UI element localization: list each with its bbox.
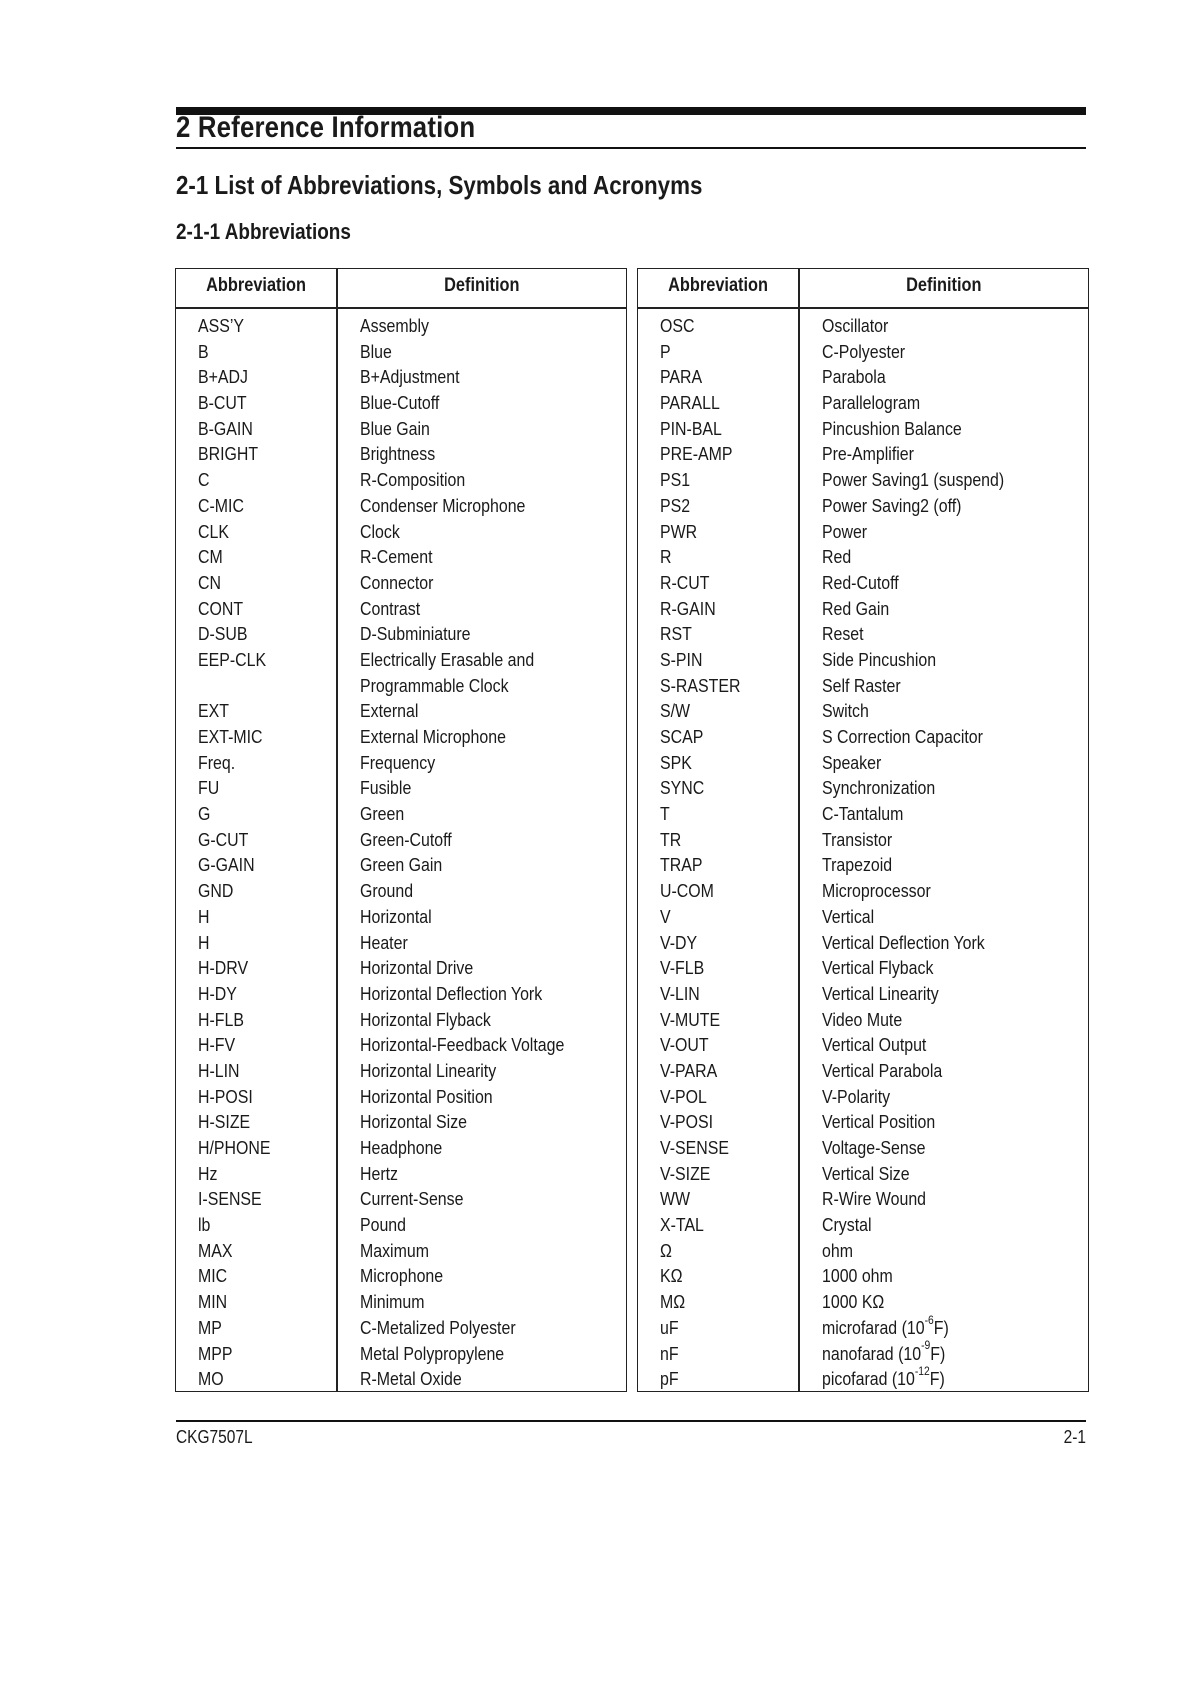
abbreviation-cell: SPK (660, 751, 692, 773)
definition-cell: Speaker (822, 751, 882, 773)
abbreviation-cell: H-DRV (198, 957, 249, 979)
table-rows (176, 313, 626, 1392)
table-row (638, 1238, 1088, 1264)
table-row (176, 698, 626, 724)
abbreviation-cell: MP (198, 1316, 222, 1338)
table-row (176, 570, 626, 596)
table-row (638, 493, 1088, 519)
definition-cell: Headphone (360, 1137, 443, 1158)
exponent: -6 (924, 1312, 934, 1327)
definition-cell: Green (360, 803, 405, 825)
abbreviation-cell: EXT-MIC (198, 726, 263, 747)
table-row (638, 750, 1088, 776)
table-row (638, 390, 1088, 416)
column-header-definition: Definition (443, 275, 520, 296)
definition-cell: Pincushion Balance (822, 417, 962, 439)
table-row (176, 467, 626, 493)
table-row (176, 904, 626, 930)
abbreviation-table-left (175, 268, 627, 1392)
abbreviation-cell: G-CUT (198, 828, 249, 850)
table-row (638, 441, 1088, 467)
abbreviation-cell: V-POL (660, 1085, 707, 1107)
definition-cell (822, 1338, 946, 1367)
table-row (638, 775, 1088, 801)
table-row (176, 801, 626, 827)
abbreviation-cell: V-POSI (660, 1111, 714, 1133)
definition-cell: Pre-Amplifier (822, 443, 914, 465)
definition-cell: Fusible (360, 777, 412, 799)
table-row (176, 1289, 626, 1315)
abbreviation-cell: Freq. (198, 751, 236, 773)
abbreviation-cell: MΩ (660, 1291, 686, 1313)
definition-cell: Side Pincushion (822, 648, 937, 670)
abbreviation-cell: PARA (660, 366, 703, 388)
abbreviation-cell: C-MIC (198, 494, 244, 516)
table-row (638, 1366, 1088, 1392)
abbreviation-cell: V-SENSE (660, 1137, 729, 1158)
table-row (176, 544, 626, 570)
definition-text: picofarad (10 (822, 1368, 915, 1390)
abbreviation-cell: R-GAIN (660, 597, 716, 619)
table-row (176, 1212, 626, 1238)
table-row (176, 1315, 626, 1341)
abbreviation-cell: H (198, 931, 210, 953)
definition-cell: Hertz (360, 1162, 399, 1184)
abbreviation-cell: G (198, 803, 211, 825)
exponent: -12 (914, 1364, 930, 1379)
abbreviation-cell: H (198, 905, 210, 927)
abbreviation-cell: MO (198, 1368, 224, 1390)
abbreviation-cell: X-TAL (660, 1214, 704, 1236)
table-row (176, 390, 626, 416)
table-row (638, 930, 1088, 956)
abbreviation-cell: WW (660, 1188, 691, 1210)
table-row (176, 1032, 626, 1058)
abbreviation-cell: B-GAIN (198, 417, 253, 439)
definition-cell: Electrically Erasable and (360, 648, 535, 670)
definition-cell: Vertical Position (822, 1111, 936, 1133)
table-row (638, 878, 1088, 904)
abbreviation-cell: PWR (660, 520, 698, 542)
abbreviation-cell: S/W (660, 700, 691, 722)
abbreviation-cell: SCAP (660, 726, 704, 747)
definition-suffix: F) (930, 1342, 946, 1364)
subsection-title: 2-1-1 Abbreviations (176, 219, 351, 244)
definition-cell: R-Cement (360, 546, 433, 568)
definition-cell: Green-Cutoff (360, 828, 452, 850)
definition-cell: Vertical Parabola (822, 1059, 943, 1081)
abbreviation-cell: C (198, 469, 210, 491)
abbreviation-cell: CLK (198, 520, 229, 542)
definition-cell: Horizontal Drive (360, 957, 474, 979)
table-row (638, 1338, 1088, 1367)
abbreviation-cell: uF (660, 1316, 679, 1338)
table-row (176, 852, 626, 878)
chapter-title: 2 Reference Information (176, 111, 476, 144)
definition-cell: ohm (822, 1239, 853, 1261)
definition-cell: Vertical Linearity (822, 982, 939, 1004)
table-row (638, 827, 1088, 853)
definition-cell: Red-Cutoff (822, 571, 899, 593)
definition-cell: Vertical Deflection York (822, 931, 985, 953)
abbreviation-cell: Hz (198, 1162, 218, 1184)
definition-cell: B+Adjustment (360, 366, 460, 388)
definition-cell: Transistor (822, 828, 893, 850)
abbreviation-cell: H-LIN (198, 1059, 240, 1081)
abbreviation-cell: SYNC (660, 777, 705, 799)
table-row (176, 750, 626, 776)
definition-cell: R-Metal Oxide (360, 1368, 462, 1390)
definition-text: microfarad (10 (822, 1316, 925, 1338)
table-row (638, 570, 1088, 596)
definition-cell: Oscillator (822, 315, 889, 336)
abbreviation-cell: B+ADJ (198, 366, 248, 388)
table-row (638, 364, 1088, 390)
definition-cell: Switch (822, 700, 869, 722)
definition-cell: D-Subminiature (360, 623, 471, 645)
abbreviation-cell: PS1 (660, 469, 691, 491)
table-row (638, 1186, 1088, 1212)
abbreviation-cell: V-MUTE (660, 1008, 721, 1030)
header-divider (638, 307, 1088, 309)
definition-cell: Trapezoid (822, 854, 893, 876)
definition-cell: R-Wire Wound (822, 1188, 927, 1210)
table-row (638, 981, 1088, 1007)
definition-cell: Video Mute (822, 1008, 903, 1030)
abbreviation-cell: D-SUB (198, 623, 248, 645)
abbreviation-cell: H/PHONE (198, 1137, 271, 1158)
table-row (176, 673, 626, 699)
abbreviation-cell: BRIGHT (198, 443, 259, 465)
abbreviation-table-right (637, 268, 1089, 1392)
abbreviation-cell: ASS’Y (198, 315, 244, 336)
table-row (638, 1032, 1088, 1058)
definition-cell: Parabola (822, 366, 886, 388)
table-row (638, 1212, 1088, 1238)
table-row (176, 1109, 626, 1135)
table-row (638, 1084, 1088, 1110)
table-row (176, 1263, 626, 1289)
definition-cell: Horizontal (360, 905, 432, 927)
definition-cell: Blue Gain (360, 417, 430, 439)
abbreviation-cell: KΩ (660, 1265, 683, 1287)
abbreviation-cell: G-GAIN (198, 854, 255, 876)
definition-cell: Contrast (360, 597, 421, 619)
definition-cell: Vertical Flyback (822, 957, 934, 979)
abbreviation-cell: PS2 (660, 494, 691, 516)
table-row (638, 904, 1088, 930)
table-row (638, 1312, 1088, 1341)
abbreviation-cell: MIN (198, 1291, 228, 1313)
table-row (638, 519, 1088, 545)
abbreviation-cell: P (660, 340, 671, 362)
abbreviation-cell: EEP-CLK (198, 648, 267, 670)
definition-cell: Clock (360, 520, 400, 542)
definition-cell: Brightness (360, 443, 436, 465)
table-row (638, 955, 1088, 981)
table-row (638, 647, 1088, 673)
definition-cell: Self Raster (822, 674, 901, 696)
title-rule (176, 147, 1086, 149)
definition-cell: External (360, 700, 419, 722)
table-row (638, 416, 1088, 442)
column-header-definition: Definition (905, 275, 982, 296)
definition-cell: Horizontal-Feedback Voltage (360, 1034, 565, 1056)
abbreviation-cell: V-OUT (660, 1034, 709, 1056)
definition-cell: Horizontal Size (360, 1111, 468, 1133)
definition-cell: Power Saving1 (suspend) (822, 469, 1005, 491)
table-row (638, 673, 1088, 699)
table-row (638, 698, 1088, 724)
definition-cell: Current-Sense (360, 1188, 464, 1210)
abbreviation-cell: V (660, 905, 671, 927)
abbreviation-cell: lb (198, 1214, 211, 1236)
table-row (176, 930, 626, 956)
abbreviation-cell: nF (660, 1342, 679, 1364)
abbreviation-cell: V-SIZE (660, 1162, 711, 1184)
table-row (176, 493, 626, 519)
abbreviation-cell: H-SIZE (198, 1111, 251, 1133)
abbreviation-cell: PIN-BAL (660, 417, 722, 439)
table-row (176, 339, 626, 365)
table-row (176, 1007, 626, 1033)
definition-cell: Maximum (360, 1239, 429, 1261)
definition-suffix: F) (933, 1316, 949, 1338)
table-row (176, 1084, 626, 1110)
definition-cell: Horizontal Linearity (360, 1059, 497, 1081)
table-row (638, 596, 1088, 622)
abbreviation-cell: V-LIN (660, 982, 700, 1004)
table-row (638, 1161, 1088, 1187)
table-row (176, 1186, 626, 1212)
table-row (176, 364, 626, 390)
definition-cell: Assembly (360, 315, 429, 336)
abbreviation-cell: S-PIN (660, 648, 703, 670)
abbreviation-cell: RST (660, 623, 692, 645)
abbreviation-cell: B-CUT (198, 392, 247, 414)
table-row (176, 1161, 626, 1187)
definition-cell: Power Saving2 (off) (822, 494, 962, 516)
abbreviation-cell: V-FLB (660, 957, 705, 979)
table-row (638, 467, 1088, 493)
definition-cell (822, 1312, 949, 1341)
table-row (176, 724, 626, 750)
abbreviation-cell: S-RASTER (660, 674, 741, 696)
table-row (176, 1341, 626, 1367)
table-row (176, 878, 626, 904)
exponent: -9 (921, 1338, 931, 1353)
abbreviation-cell: CONT (198, 597, 244, 619)
definition-cell: Blue-Cutoff (360, 392, 440, 414)
definition-cell: Connector (360, 571, 434, 593)
definition-cell: Parallelogram (822, 392, 921, 414)
section-title: 2-1 List of Abbreviations, Symbols and Acronyms (176, 170, 703, 200)
definition-cell: Programmable Clock (360, 674, 509, 696)
definition-cell: Pound (360, 1214, 407, 1236)
definition-cell: Voltage-Sense (822, 1137, 926, 1158)
definition-cell: Vertical Output (822, 1034, 927, 1056)
table-row (176, 416, 626, 442)
definition-cell: C-Metalized Polyester (360, 1316, 516, 1338)
footer-model: CKG7507L (176, 1427, 253, 1447)
definition-cell: Microphone (360, 1265, 444, 1287)
definition-cell (822, 1366, 945, 1392)
abbreviation-cell: R-CUT (660, 571, 710, 593)
abbreviation-cell: TRAP (660, 854, 703, 876)
table-row (638, 724, 1088, 750)
table-row (638, 1058, 1088, 1084)
definition-cell: Ground (360, 880, 414, 902)
column-header-abbreviation: Abbreviation (668, 275, 768, 296)
abbreviation-cell: OSC (660, 315, 695, 336)
definition-cell: Condenser Microphone (360, 494, 526, 516)
table-row (638, 313, 1088, 339)
abbreviation-cell: I-SENSE (198, 1188, 262, 1210)
table-row (176, 981, 626, 1007)
abbreviation-cell: MPP (198, 1342, 233, 1364)
definition-cell: Metal Polypropylene (360, 1342, 505, 1364)
table-row (176, 1366, 626, 1392)
definition-cell: Green Gain (360, 854, 443, 876)
table-row (176, 1135, 626, 1161)
definition-cell: Horizontal Position (360, 1085, 493, 1107)
table-row (638, 621, 1088, 647)
definition-cell: V-Polarity (822, 1085, 891, 1107)
abbreviation-cell: CN (198, 571, 221, 593)
abbreviation-cell: MAX (198, 1239, 233, 1261)
table-row (638, 1263, 1088, 1289)
definition-cell: Frequency (360, 751, 436, 773)
abbreviation-cell: Ω (660, 1239, 672, 1261)
definition-cell: Horizontal Flyback (360, 1008, 491, 1030)
definition-cell: Blue (360, 340, 392, 362)
definition-cell: R-Composition (360, 469, 466, 491)
table-row (176, 775, 626, 801)
abbreviation-cell: H-DY (198, 982, 237, 1004)
table-row (176, 1238, 626, 1264)
definition-cell: Horizontal Deflection York (360, 982, 543, 1004)
table-row (176, 519, 626, 545)
abbreviation-cell: PARALL (660, 392, 720, 414)
abbreviation-cell: FU (198, 777, 220, 799)
definition-text: nanofarad (10 (822, 1342, 922, 1364)
table-row (638, 1135, 1088, 1161)
table-row (638, 1109, 1088, 1135)
abbreviation-cell: EXT (198, 700, 229, 722)
definition-cell: Vertical (822, 905, 875, 927)
table-row (176, 596, 626, 622)
table-row (176, 647, 626, 673)
footer-page-number: 2-1 (1063, 1427, 1086, 1447)
definition-cell: C-Polyester (822, 340, 906, 362)
definition-cell: Power (822, 520, 868, 542)
abbreviation-cell: CM (198, 546, 223, 568)
abbreviation-cell: TR (660, 828, 682, 850)
definition-cell: Minimum (360, 1291, 425, 1313)
definition-suffix: F) (929, 1368, 945, 1390)
definition-cell: 1000 ohm (822, 1265, 893, 1287)
table-rows (638, 313, 1088, 1392)
definition-cell: C-Tantalum (822, 803, 904, 825)
abbreviation-cell: U-COM (660, 880, 714, 902)
table-row (176, 827, 626, 853)
abbreviation-cell: H-POSI (198, 1085, 253, 1107)
header-divider (176, 307, 626, 309)
table-row (638, 544, 1088, 570)
table-row (176, 621, 626, 647)
definition-cell: 1000 KΩ (822, 1291, 885, 1313)
definition-cell: Red (822, 546, 852, 568)
abbreviation-cell: V-PARA (660, 1059, 718, 1081)
abbreviation-cell: B (198, 340, 209, 362)
table-row (176, 441, 626, 467)
abbreviation-cell: GND (198, 880, 234, 902)
column-header-abbreviation: Abbreviation (206, 275, 306, 296)
table-row (176, 955, 626, 981)
definition-cell: Red Gain (822, 597, 890, 619)
abbreviation-cell: pF (660, 1368, 679, 1390)
table-row (176, 1058, 626, 1084)
definition-cell: Synchronization (822, 777, 936, 799)
footer-rule (176, 1420, 1086, 1422)
abbreviation-cell: H-FV (198, 1034, 236, 1056)
abbreviation-cell: PRE-AMP (660, 443, 733, 465)
table-row (638, 1289, 1088, 1315)
definition-cell: Vertical Size (822, 1162, 910, 1184)
abbreviation-cell: H-FLB (198, 1008, 244, 1030)
abbreviation-cell: V-DY (660, 931, 698, 953)
table-row (638, 1007, 1088, 1033)
table-row (638, 801, 1088, 827)
definition-cell: S Correction Capacitor (822, 726, 983, 747)
definition-cell: Crystal (822, 1214, 872, 1236)
abbreviation-cell: MIC (198, 1265, 228, 1287)
table-row (638, 339, 1088, 365)
table-row (176, 313, 626, 339)
abbreviation-cell: R (660, 546, 672, 568)
table-row (638, 852, 1088, 878)
abbreviation-cell: T (660, 803, 670, 825)
definition-cell: Heater (360, 931, 408, 953)
definition-cell: Microprocessor (822, 880, 931, 902)
definition-cell: Reset (822, 623, 864, 645)
definition-cell: External Microphone (360, 726, 506, 747)
